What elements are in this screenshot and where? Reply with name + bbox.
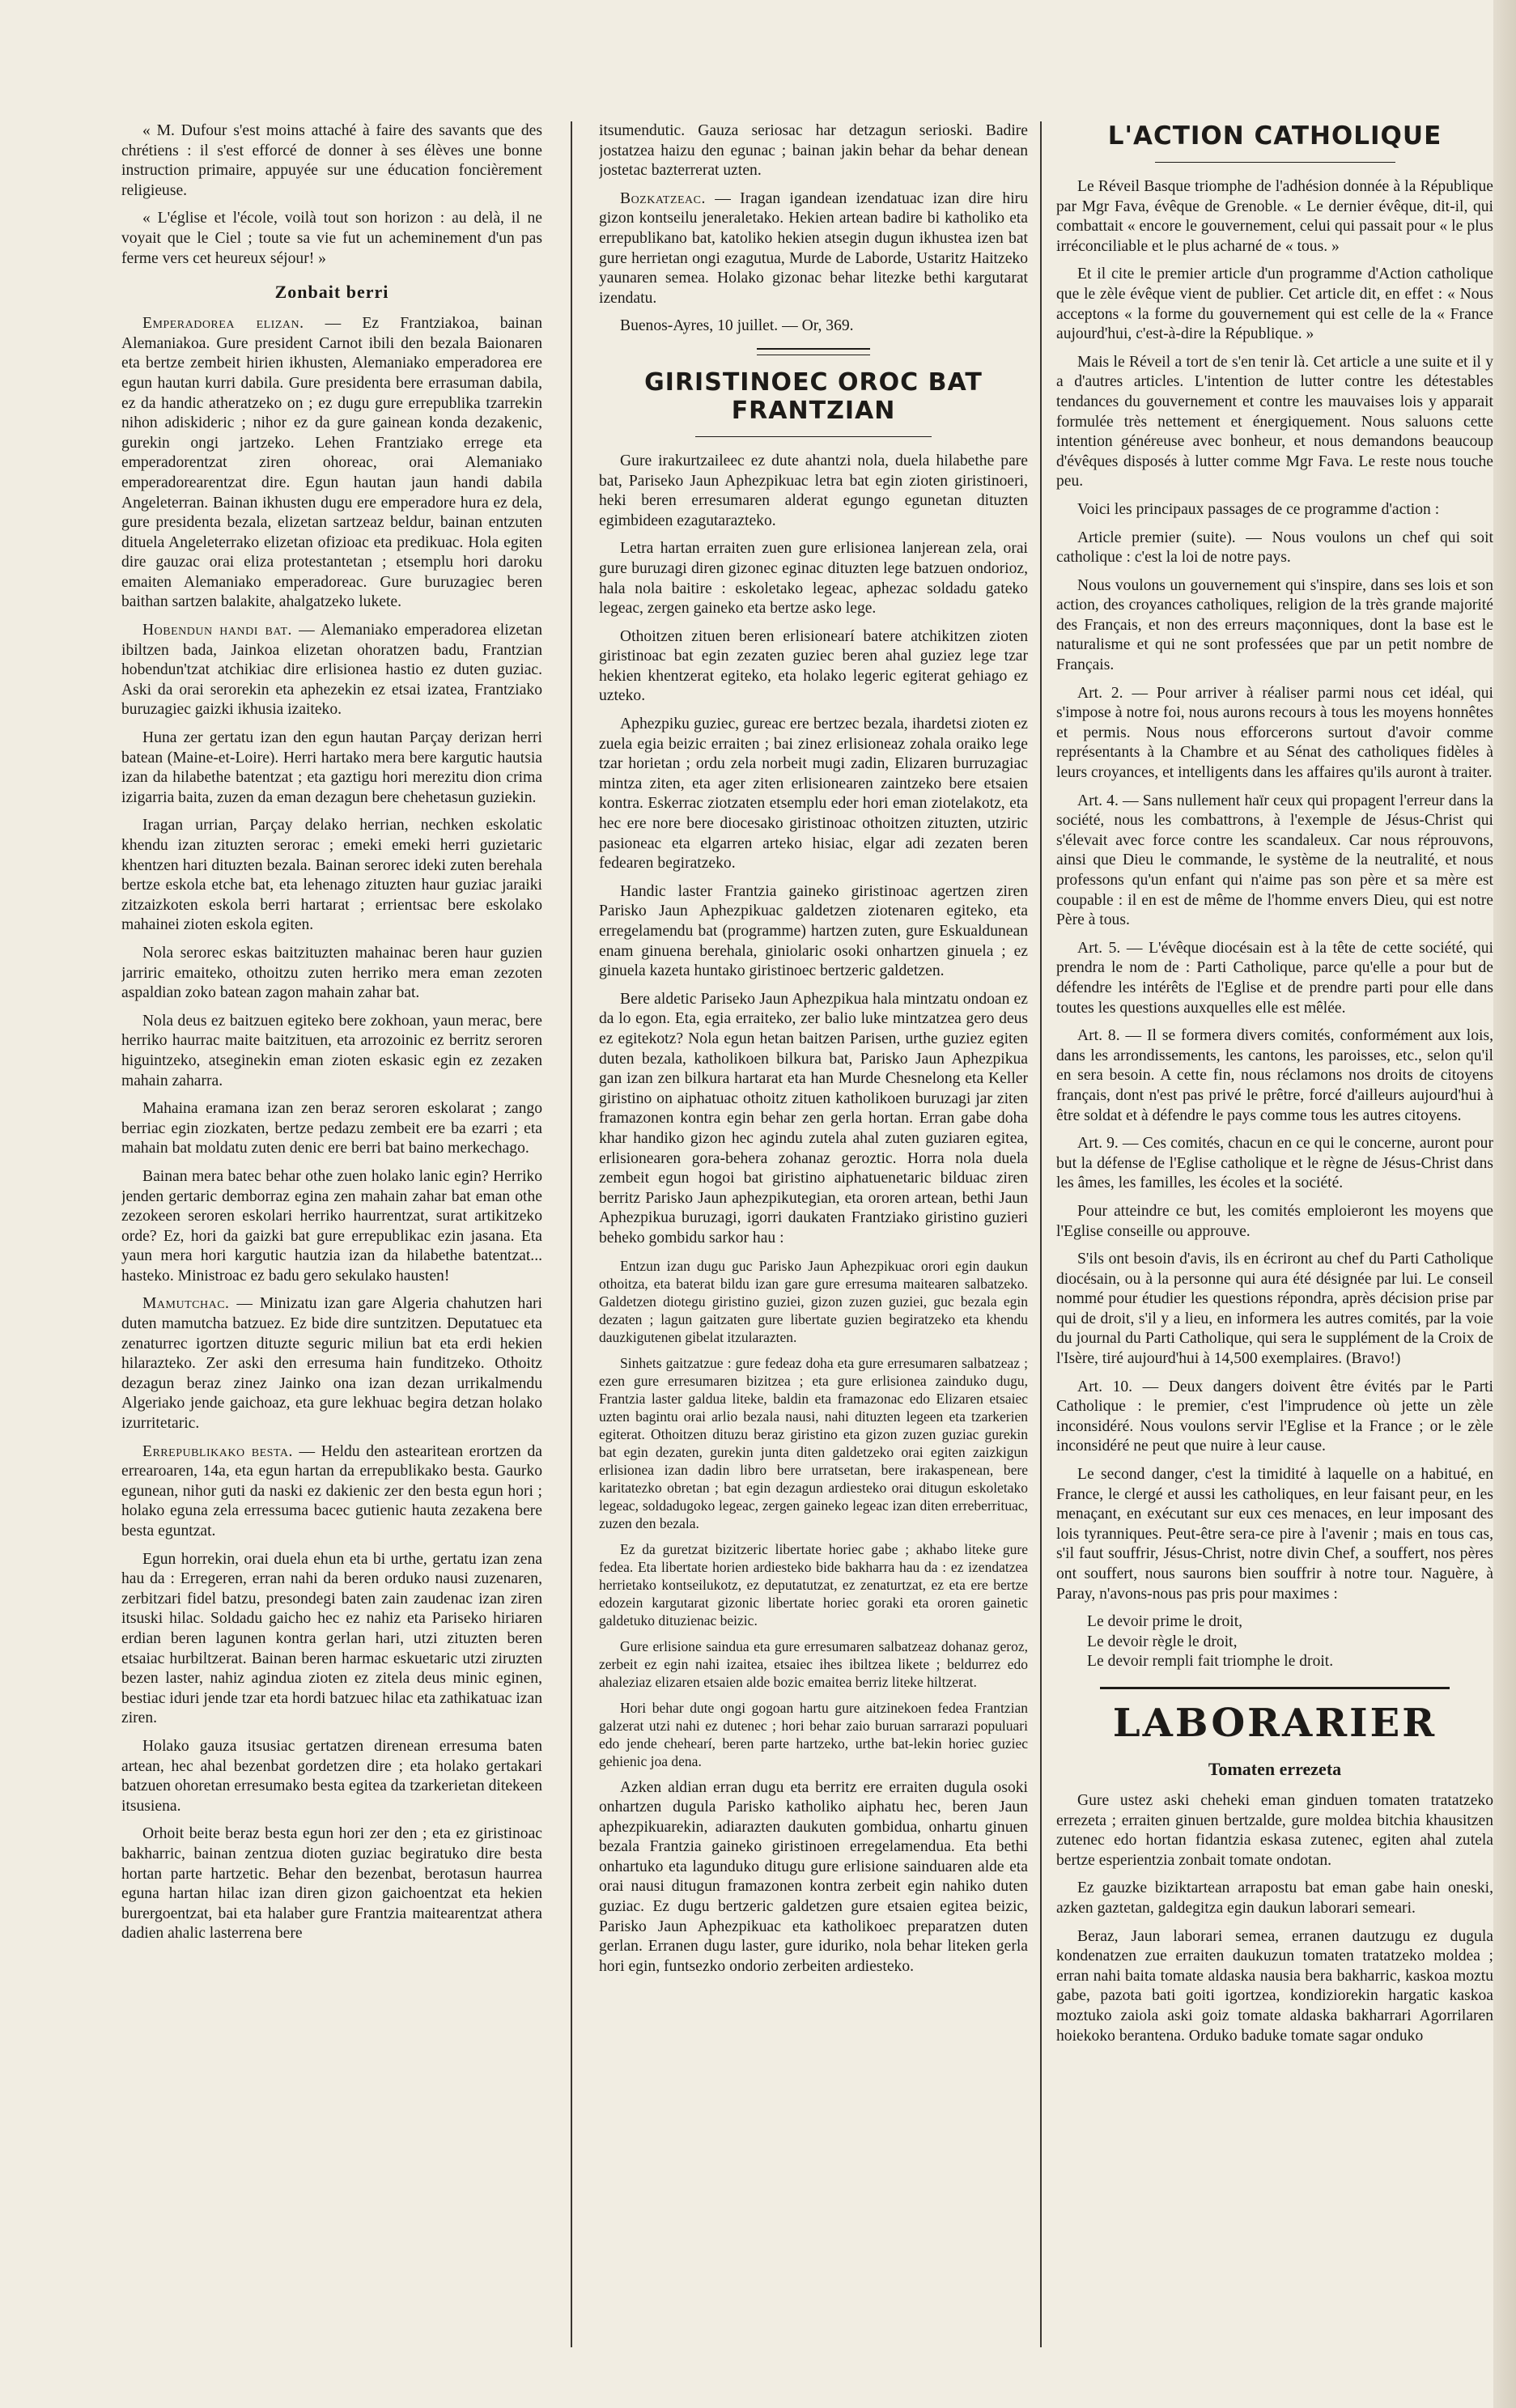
article-paragraph: Le Réveil Basque triomphe de l'adhésion donnée à la République par Mgr Fava, évêque de Grenoble. « Le dernier évêque, dit-il, qui combattait « encore le gouvernement, celui qui passait pour « le plus irréconciliable et le plus acharné de « tous. » bbox=[1056, 178, 1493, 255]
article-paragraph: Letra hartan erraiten zuen gure erlisionea lanjerean zela, orai gure buruzagi diren gizonec eginac dituzten lege batzuen ondorioz, hala nola baitire : eskoletako legeac, aphezac soldadu gateko legeac, zergen gaineko eta bertze asko lege. bbox=[599, 540, 1028, 618]
article-paragraph: « L'église et l'école, voilà tout son horizon : au delà, il ne voyait que le Ciel ; toute sa vie fut un acheminement d'un pas ferme vers cet heureux séjour! » bbox=[121, 210, 542, 267]
article-paragraph: Mahaina eramana izan zen beraz seroren eskolarat ; zango berriac egin ziozkaten, bertze pedazu zembeit ere ba ezarri ; eta mahain bat moldatu zuten denic ere berri bat baino merkechago. bbox=[121, 1100, 542, 1157]
article-paragraph: Huna zer gertatu izan den egun hautan Parçay derizan herri batean (Maine-et-Loire). Herri hartako mera bere kargutic hautsia izan da hilabethe batentzat ; eta gaztigu hori merezitu dion crima izigarria baita, zuzen da eman dezagun bere chehetasun guziekin. bbox=[121, 729, 542, 806]
article-headline-tomaten-errezeta: Tomaten errezeta bbox=[1208, 1758, 1342, 1779]
motto-line: Le devoir règle le droit, bbox=[1087, 1633, 1238, 1650]
column-divider bbox=[1040, 121, 1042, 2347]
article-paragraph: Holako gauza itsusiac gertatzen direnean erresuma baten artean, hec ahal bezenbat gordetzen dire ; eta holako gertakari batzuen ohoretan erresumako besta egitea da tzarkerietan ditekeen itsusiena. bbox=[121, 1737, 542, 1815]
article-paragraph: itsumendutic. Gauza seriosac har detzagun serioski. Badire jostatzea haizu den egunac ; bainan jakin behar da behar denean jostetac bazterrerat uzten. bbox=[599, 122, 1028, 180]
article-paragraph: Aphezpiku guziec, gureac ere bertzec bezala, ihardetsi zioten ez zuela egia beizic erraiten ; bai zinez erlisioneaz zohala oraiko lege tzar horietan ; ordu zela norbeit mugi zadin, Elizaren burruzagiac mintza ziten, eta ager ziten erlisionearen zaintzeko bere etsaien kontra. Eskerrac ziotzaten etsemplu eder hori eman ziotelakotz, eta hec ere nore bere diocesako giristinoac othoitzen zituzten, utziric pasioneac eta elgarren arteko hisiac, elgar adi zezaten beren fedearen begiratzeko. bbox=[599, 716, 1028, 873]
article-paragraph: Gure ustez aski cheheki eman ginduen tomaten tratatzeko errezeta ; erraiten ginuen bertzalde, gure moldea bitchia khausitzen zutenec edo hortan fidantzia eskasa zutenec, egiten ahal zutela bertze esperientzia zonbait tomate ondotan. bbox=[1056, 1791, 1493, 1869]
article-paragraph: S'ils ont besoin d'avis, ils en écriront au chef du Parti Catholique diocésain, ou à la personne qui aura été désignée par lui. Le conseil nommé pour étudier les questions répondra, après décision prise par qui de droit, s'il y a lieu, en informera les autres comités, par la voie du journal du Parti Catholique, qui sera le supplément de la Croix de l'Isère, tiré aujourd'hui à 14,500 exemplaires. (Bravo!) bbox=[1056, 1251, 1493, 1368]
article-paragraph: Egun horrekin, orai duela ehun eta bi urthe, gertatu izan zena hau da : Erregeren, erran nahi da beren orduko nausi zuzenaren, zerbitzari fidel batzu, presondegi baten zain zaudenac izan ziren itsuski hilac. Soldadu gaicho hec ez nahiz eta Pariseko hiriaren erdian beren lagunen kontra gerlan hari, utzi zituzten beren etsaiac hurbiltzerat. Bainan beren harmac eskuetaric utzi ziruzten bezen laster, nahiz agindua zioten ez zitela deus minic eginen, bestiac iduri jende tzar eta hordi batzuec hilac eta zathikatuac izan ziren. bbox=[121, 1550, 542, 1727]
section-heading-zonbait-berri: Zonbait berri bbox=[274, 282, 389, 303]
headline-underline bbox=[695, 436, 932, 437]
motto-line: Le devoir rempli fait triomphe le droit. bbox=[1087, 1653, 1334, 1671]
news-item-lead: Bozkatzeac. bbox=[620, 189, 706, 207]
column-left bbox=[121, 121, 542, 2372]
quoted-paragraph: Entzun izan dugu guc Parisko Jaun Aphezpikuac orori egin daukun othoitza, eta baterat bildu izan gare gure erresuma maitearen salbatzeko. Galdetzen diotegu giristino guziei, gizon zuzen guziei, guc bezala egin dezaten ; lagun gaitzaten gure libertate guzien begiratzeko eta khendu dauzkigutenen gibelat itzularazten. bbox=[599, 1257, 1028, 1345]
news-item-text: — Ez Frantziakoa, bainan Alemaniakoa. Gure president Carnot ibili den bezala Baionaren eta bertze zembeit hirien ikhusten, Alemaniako emperadorea ere egun hautan kurri dabila. Gure presidenta bere errasuman dabila, ez da handic atheratzeko on ; ez dugu gure errepublika tzarrekin nihon adiskideric ; nihor ez da gure gainean konda dezakenic, gurekin ongi jartzeko. Lehen Frantziako errege eta emperadorentzat ziren ohoreac, orai Alemaniako emperadorearentzat dire. Egun hautan jaun handi dabila Angeleterran. Bainan ikhusten dugu ere emperadore hura ez dela, gure presidenta bezala, elizetan sartzeaz beldur, bainan entzuten dituela Angeleterrako elizetan ofizioac eta predikuac. Hola egiten dire gauzac orai eliza protestantetan ; etsemplu hori daroku emaiten Alemaniako emperadoreac. Gure buruzagiec beren baithan sartzen balakite, ahalgatzeko lukete. bbox=[121, 315, 542, 611]
article-paragraph: Voici les principaux passages de ce programme d'action : bbox=[1077, 500, 1440, 518]
news-item-lead: Emperadorea elizan. bbox=[142, 315, 304, 333]
news-item-lead: Errepublikako besta. bbox=[142, 1442, 293, 1460]
article-paragraph: Orhoit beite beraz besta egun hori zer den ; eta ez giristinoac bakharric, bainan zentzua dioten guziac begiratuko dire besta hortan parte hartzetic. Behar den bezenbat, berotasun haurrea eguna hartan hilac izan diren gizon gaichoentzat eta hekien burergoentzat, bai eta halaber gure Frantzia maitearentzat athera dadien ahalic lasterrena bere bbox=[121, 1825, 542, 1943]
news-item-text: — Iragan igandean izendatuac izan dire hiru gizon kontseilu jeneraletako. Hekien artean badire bi katholiko eta errepublikano bat, katoliko hekien atsegin dugun ikhustea izen bat gure herrietan ongi ezagutua, Murde de Laborde, Ustaritz Haitzeko yaunaren semea. Holako gizonac behar litezke bethi kargutarat izendatu. bbox=[599, 189, 1028, 307]
article-paragraph: Iragan urrian, Parçay delako herrian, nechken eskolatic khendu izan zituzten serorac ; emeki emeki herri guzietaric khentzen hari dituzten bezala. Bainan serorec ideki zuten berehala bertze eskola etche bat, eta lehenago zituzten haur guziac jaraiki zitzaizkoten eskola berri hartarat ; errientsac bere eskolako mahainei zioten eskola egiten. bbox=[121, 817, 542, 934]
article-paragraph: Othoitzen zituen beren erlisionearí batere atchikitzen zioten giristinoac bat egin zezaten guziec beren ahal guziez lege tzar hekien khentzerat egiteko, eta holako legeric egiterat gehiago ez uzteko. bbox=[599, 627, 1028, 705]
article-paragraph: Ez gauzke biziktartean arrapostu bat eman gabe hain oneski, azken gaztetan, galdegitza egin daukun laborari semeari. bbox=[1056, 1879, 1493, 1917]
column-middle bbox=[599, 121, 1028, 2372]
news-item-errepublikako-besta bbox=[121, 1442, 542, 1542]
article-paragraph: Nola serorec eskas baitzituzten mahainac beren haur guzien jarriric emaiteko, othoitzu zuten herriko mera eman zezoten aspaldian zoko batean zagon mahain zahar bat. bbox=[121, 944, 542, 1002]
dateline: Buenos-Ayres, 10 juillet. — Or, 369. bbox=[620, 317, 854, 335]
page-edge bbox=[1493, 0, 1516, 2408]
news-item-emperadorea bbox=[121, 314, 542, 613]
news-item-lead: Mamutchac. bbox=[142, 1295, 230, 1313]
section-heading-laborarier: LABORARIER bbox=[1112, 1700, 1437, 1746]
headline-underline bbox=[1155, 162, 1395, 163]
quoted-paragraph: Hori behar dute ongi gogoan hartu gure aitzinekoen fedea Frantzian galzerat utzi nahi ez dutenec ; hori behar zaio buruan sarrarazi populuari edo jende chehearí, beren parte hartzeko, urthe bat-lekin horiec guziec gehienic joa dena. bbox=[599, 1699, 1028, 1769]
article-paragraph: Et il cite le premier article d'un programme d'Action catholique que le zèle évêque vient de publier. Cet article dit, en effet : « Nous acceptons « la forme du gouvernement qui est celle de la « France aujourd'hui, c'est-à-dire la République. » bbox=[1056, 265, 1493, 343]
article-paragraph: Art. 2. — Pour arriver à réaliser parmi nous cet idéal, qui s'impose à notre foi, nous aurons recours à tous les moyens honnêtes et permis. Nous nous efforcerons surtout d'avoir comme représentants à la Chambre et au Sénat des catholiques fidèles à leurs croyances, et intelligents dans les affaires qu'ils auront à traiter. bbox=[1056, 684, 1493, 782]
article-paragraph: Bere aldetic Pariseko Jaun Aphezpikua hala mintzatu ondoan ez da lo egon. Eta, egia erraiteko, zer balio luke mintzatzea gero deus ez egitekotz? Nola egun hetan baitzen Parisen, urthe guziez egiten duten bezala, katholikoen bilkura bat, Parisko Jaun Aphezpikua gan izan zen bilkura hartarat eta han Murde Chesnelong eta Keller giristino on aiphatuac othoitz zituen katholikoen buruzagi jar ziten framazonen kontra egin behar zen gerla hortan. Erran gabe doha khar handiko gizon hec agindu zutela ahal zuten guziaren egitea, erlisionearen gora-behera zohanaz geroztic. Horra nola duela zembeit egun hogoi bat giristino aiphatuenetaric bilduac ziren berritz Parisko Jaun aphezpikutegian, eta ororen artean, bethi Jaun Aphezpikua buruzagi, igorri daukaten Frantziako giristino guzieri beheko gombidu sarkor hau : bbox=[599, 990, 1028, 1246]
article-paragraph: Article premier (suite). — Nous voulons un chef qui soit catholique : c'est la loi de notre pays. bbox=[1056, 529, 1493, 567]
article-paragraph: Nous voulons un gouvernement qui s'inspire, dans ses lois et son action, des croyances catholiques, religion de la très grande majorité des Français, et non des erreurs maçonniques, dont la base est le naturalisme et qui ne sont professées que par un petit nombre de Français. bbox=[1056, 576, 1493, 674]
article-paragraph: Gure irakurtzaileec ez dute ahantzi nola, duela hilabethe pare bat, Pariseko Jaun Aphezpikuac letra bat egin zioten giristinoeri, heki beren erresumaren alderat egungo egunetan dituzten egimbideen ezagutarazteko. bbox=[599, 452, 1028, 529]
article-paragraph: Bainan mera batec behar othe zuen holako lanic egin? Herriko jenden gertaric demborraz egina zen mahain zahar bat eman othe zezokeen seroren eskolari herriko haurrentzat, surat artikitzeko orde? Ez, hori da gaizki bat gure errepublikac ezin jasana. Eta yaun mera hori kargutic hautzia izan da hilabethe batentzat... hasteko. Ministroac ez badu gero sekulako hausten! bbox=[121, 1167, 542, 1285]
news-item-text: — Heldu den astearitean erortzen da errearoaren, 14a, eta egun hartan da errepublikako besta. Gaurko egunean, nihor guti da naski ez dakienic zer den besta egun hori ; holako eguna zela erressuma bacec gutienic hauta zezakena bere besta eguntzat. bbox=[121, 1442, 542, 1540]
column-right bbox=[1056, 121, 1493, 2372]
article-paragraph: Art. 5. — L'évêque diocésain est à la tête de cette société, qui prendra le nom de : Parti Catholique, parce qu'elle a pour but de défendre les intérêts de l'Eglise et de prendre parti pour elle dans toutes les questions auxquelles elle est mêlée. bbox=[1056, 939, 1493, 1017]
article-paragraph: Art. 9. — Ces comités, chacun en ce qui le concerne, auront pour but la défense de l'Eglise catholique et le règne de Jésus-Christ dans les âmes, les familles, les écoles et la société. bbox=[1056, 1135, 1493, 1192]
article-paragraph: Art. 4. — Sans nullement haïr ceux qui propagent l'erreur dans la société, nous les combattrons, à l'exemple de Jésus-Christ qui s'élevait avec force contre les scandaleux. Car nous réprouvons, ainsi que Dieu le commande, le système de la neutralité, et nous professons qu'un enfant qui n'aime pas son père et sa mère est coupable : il en est de même de l'homme envers Dieu, qui est notre Père à tous. bbox=[1056, 792, 1493, 929]
article-paragraph: Art. 10. — Deux dangers doivent être évités par le Parti Catholique : le premier, c'est l'imprudence où jette un zèle inconsidéré. Nous voulons servir l'Eglise et la France ; or le zèle inconsidéré ne peut que nuire à leur cause. bbox=[1056, 1378, 1493, 1455]
article-paragraph: Beraz, Jaun laborari semea, erranen dautzugu ez dugula kondenatzen zue erraiten daukuzun tomaten tratatzeko moldea ; erran nahi baita tomate aldaska nausia bera bakharric, kaskoa moztu gabe, pazota bati goiti igortzea, kondiziorekin hargatic kaskoa moztuko zaiola aski goiz tomate aldaska bakharrari Agorrilaren hoiekoko berantena. Orduko baduke tomate sagar onduko bbox=[1056, 1927, 1493, 2045]
article-headline-action-catholique: L'ACTION CATHOLIQUE bbox=[1107, 121, 1442, 151]
article-paragraph: Handic laster Frantzia gaineko giristinoac agertzen ziren Parisko Jaun Aphezpikuac galdetzen ziotenaren egiteko, eta erregelamendu bat (programme) hartzen zuten, gure Eskualdunean enam ginuena berehala, giniolaric osoki onhartzen ginuela ; ez ginuela kazeta huntako giristinoec bertzeric galdetzen. bbox=[599, 882, 1028, 980]
column-divider bbox=[571, 121, 572, 2347]
quoted-paragraph: Gure erlisione saindua eta gure erresumaren salbatzeaz dohanaz geroz, zerbeit ez egin nahi izaitea, etsaiec ihes ibiltzea likete ; beldurrez edo ahaleziaz elizaren etsaien alde bozic emaitea berriz liteke hiltzerat. bbox=[599, 1637, 1028, 1690]
article-headline-giristinoec: GIRISTINOEC OROC BAT FRANTZIAN bbox=[644, 367, 983, 425]
article-paragraph: Mais le Réveil a tort de s'en tenir là. Cet article a une suite et il y a d'autres articles. L'intention de lutter contre les détestables tendances du gouvernement et contre les mauvaises lois y apparait formulée très nettement et énergiquement. Nous saluons cette intention généreuse avec bonheur, et nous demandons beaucoup d'évêques disposés à lutter comme Mgr Fava. Le reste nous touche peu. bbox=[1056, 353, 1493, 491]
news-item-mamutchac bbox=[121, 1294, 542, 1433]
news-item-lead: Hobendun handi bat. bbox=[142, 622, 292, 639]
news-item-text: — Minizatu izan gare Algeria chahutzen hari duten mamutcha batzuez. Ez bide dire suntzitzen. Deputatuec eta zenaturrec igortzen dituzte seguric miliun bat eta erdi hekien hilarazteko. Zer aski den erresuma hain funditzeko. Othoitz dezagun beraz zinez Jainko ona izan dezan urrikalmendu Algeriako jende gaichoaz, eta gure lekhuac begira detzan holako izurritetaric. bbox=[121, 1295, 542, 1433]
article-paragraph: Art. 8. — Il se formera divers comités, conformément aux lois, dans les arrondissements, les cantons, les paroisses, etc., selon qu'il en sera besoin. A cette fin, nous réclamons nos droits de citoyens français, dont n'est pas privé le prêtre, forcé d'ailleurs aujourd'hui à être soldat et à défendre le pays comme tous les autres citoyens. bbox=[1056, 1027, 1493, 1124]
article-paragraph: Le second danger, c'est la timidité à laquelle on a habitué, en France, le clergé et aussi les catholiques, en leur faisant peur, en les menaçant, en exécutant sur eux ces menaces, en leur imposant des lois tyranniques. Peut-être sera-ce pire à l'avenir ; mais en tous cas, s'il faut souffrir, Jésus-Christ, notre divin Chef, a souffert, nos pères ont souffert, nous saurons bien souffrir à notre tour. Naguère, à Paray, n'avons-nous pas pris pour maximes : bbox=[1056, 1466, 1493, 1603]
motto-line: Le devoir prime le droit, bbox=[1087, 1613, 1243, 1631]
section-separator bbox=[1100, 1687, 1450, 1689]
article-paragraph: « M. Dufour s'est moins attaché à faire des savants que des chrétiens : il s'est efforcé de donner à ses élèves une bonne instruction primaire, appuyée sur une éducation foncièrement religieuse. bbox=[121, 122, 542, 199]
quoted-paragraph: Ez da guretzat bizitzeric libertate horiec gabe ; akhabo liteke gure fedea. Eta libertate horien ardiesteko bide bakharra hau da : ez izendatzea herrietako kontseilukotz, ez deputatutzat, ez zenaturtzat, ez eta ere bertze edozein kargutarat gizonic libertate horiec goraki eta ororen gainetic galdetuko dituzienac beizic. bbox=[599, 1540, 1028, 1629]
article-paragraph: Pour atteindre ce but, les comités emploieront les moyens que l'Eglise conseille ou approuve. bbox=[1056, 1202, 1493, 1240]
section-separator bbox=[757, 348, 870, 355]
article-paragraph: Azken aldian erran dugu eta berritz ere erraiten dugula osoki onhartzen dugula Parisko katholiko aiphatu hec, beren Jaun aphezpikuarekin, adiarazten daukuten gombidua, onhartu ginuen bezala Frantzia gaineko giristinoen erregelamendua. Eta bethi onhartuko eta lagunduko ditugu gure erlisione sainduaren alde eta orai nausi ditugun framazonen kontra zerbeit egin nahiko duten guziac. Ez dugu bertzeric galdetzen gure etsaien egitea beizic, Parisko Jaun Aphezpikuac eta katholikoec preparatzen duten gerlan. Erranen dugu laster, gure iduriko, nola behar liteken gerla hori egin, funtsezko ondorio zerbeiten ardiesteko. bbox=[599, 1778, 1028, 1975]
news-item-bozkatzeac bbox=[599, 189, 1028, 309]
news-item-hobendun bbox=[121, 621, 542, 720]
article-paragraph: Nola deus ez baitzuen egiteko bere zokhoan, yaun merac, bere herriko haurrac maite baitzituen, eta arrozoinic ez berritz seroren higuintzeko, atseginekin eman zioten eskasic egin ez zezaken mahain zaharra. bbox=[121, 1012, 542, 1089]
quoted-paragraph: Sinhets gaitzatzue : gure fedeaz doha eta gure erresumaren salbatzeaz ; ezen gure erresumaren bizitzea ; eta gure erlisionea zainduko dugu, Frantzia laster galdua liteke, baldin eta framazonac edo Elizaren etsaiec uzten bagintu orai arlio bezala nausi, nahi dituzten legeen eta tzarkerien egiterat. Othoitzen dituzu beraz giristino eta gizon zuzen guziac gurekin bat egin dezaten, gurekin junta diten galdetzeko orai egiten zaizkigun erlisionea izan dadin libro bere urratsetan, bere irakaspenean, bere karitatezko obretan ; bat egin dezagun ardiesteko orai ditugun eskoletako legeac, soldadugoko legeac, zergen gaineko legeac izan diten erreberrituac, zuzen den bezala. bbox=[599, 1354, 1028, 1531]
news-item-text: — Alemaniako emperadorea elizetan ibiltzen bada, Jainkoa elizetan ohoratzen badu, Frantzian hobendun'tzat atchikiac dire erlisionea hastio ez duten guziac. Aski da orai serorekin eta aphezekin ez etsai izatea, Frantziako buruzagiec gaizki ikhusia izaiteko. bbox=[121, 622, 542, 719]
